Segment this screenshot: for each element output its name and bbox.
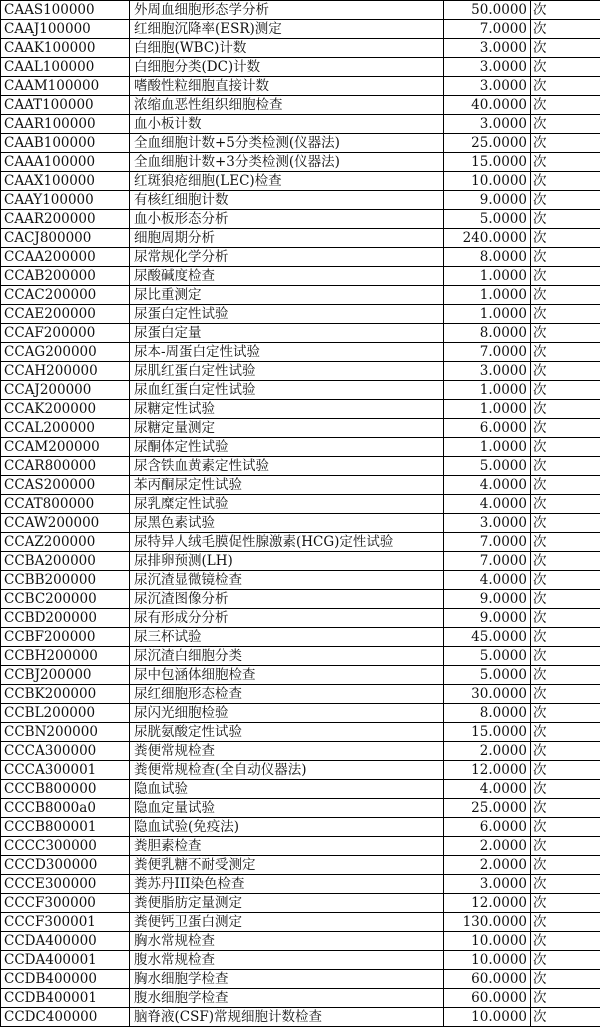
item-name-cell: 粪便乳糖不耐受测定 xyxy=(130,856,444,875)
item-unit-cell: 次 xyxy=(531,913,600,932)
item-unit-cell: 次 xyxy=(531,96,600,115)
item-code-cell: CCBB200000 xyxy=(1,571,130,590)
item-unit-cell: 次 xyxy=(531,286,600,305)
item-name-cell: 细胞周期分析 xyxy=(130,229,444,248)
item-unit-cell: 次 xyxy=(531,628,600,647)
item-unit-cell: 次 xyxy=(531,248,600,267)
item-unit-cell: 次 xyxy=(531,400,600,419)
table-row xyxy=(1,951,600,970)
table-row xyxy=(1,742,600,761)
item-code-cell: CCAE200000 xyxy=(1,305,130,324)
item-code-cell: CCBL200000 xyxy=(1,704,130,723)
item-price-cell: 4.0000 xyxy=(444,780,531,799)
item-code-cell: CCBJ200000 xyxy=(1,666,130,685)
item-name-cell: 粪便脂肪定量测定 xyxy=(130,894,444,913)
item-code-cell: CACJ800000 xyxy=(1,229,130,248)
item-price-cell: 130.0000 xyxy=(444,913,531,932)
item-code-cell: CCBA200000 xyxy=(1,552,130,571)
item-name-cell: 粪便钙卫蛋白测定 xyxy=(130,913,444,932)
table-row xyxy=(1,172,600,191)
item-unit-cell: 次 xyxy=(531,305,600,324)
item-price-cell: 10.0000 xyxy=(444,951,531,970)
item-price-cell: 2.0000 xyxy=(444,742,531,761)
item-price-cell: 60.0000 xyxy=(444,989,531,1008)
item-price-cell: 8.0000 xyxy=(444,704,531,723)
item-code-cell: CCAA200000 xyxy=(1,248,130,267)
item-name-cell: 尿酮体定性试验 xyxy=(130,438,444,457)
item-unit-cell: 次 xyxy=(531,647,600,666)
item-name-cell: 尿排卵预测(LH) xyxy=(130,552,444,571)
item-code-cell: CCAG200000 xyxy=(1,343,130,362)
item-name-cell: 腹水细胞学检查 xyxy=(130,989,444,1008)
item-code-cell: CCCB800000 xyxy=(1,780,130,799)
item-price-cell: 3.0000 xyxy=(444,875,531,894)
item-unit-cell: 次 xyxy=(531,1,600,20)
item-name-cell: 脑脊液(CSF)常规细胞计数检查 xyxy=(130,1008,444,1027)
item-name-cell: 粪便常规检查(全自动仪器法) xyxy=(130,761,444,780)
item-code-cell: CCCA300001 xyxy=(1,761,130,780)
item-name-cell: 尿蛋白定性试验 xyxy=(130,305,444,324)
item-code-cell: CCBH200000 xyxy=(1,647,130,666)
item-code-cell: CCCD300000 xyxy=(1,856,130,875)
item-name-cell: 全血细胞计数+5分类检测(仪器法) xyxy=(130,134,444,153)
table-row xyxy=(1,685,600,704)
table-row xyxy=(1,970,600,989)
item-price-cell: 10.0000 xyxy=(444,172,531,191)
table-row xyxy=(1,495,600,514)
item-unit-cell: 次 xyxy=(531,39,600,58)
item-unit-cell: 次 xyxy=(531,362,600,381)
table-row xyxy=(1,381,600,400)
item-name-cell: 白细胞分类(DC)计数 xyxy=(130,58,444,77)
item-code-cell: CCDC400000 xyxy=(1,1008,130,1027)
item-price-cell: 1.0000 xyxy=(444,381,531,400)
table-row xyxy=(1,856,600,875)
item-price-cell: 240.0000 xyxy=(444,229,531,248)
item-code-cell: CCAF200000 xyxy=(1,324,130,343)
table-row xyxy=(1,248,600,267)
item-code-cell: CCDA400001 xyxy=(1,951,130,970)
item-code-cell: CAAJ100000 xyxy=(1,20,130,39)
item-unit-cell: 次 xyxy=(531,780,600,799)
table-row xyxy=(1,286,600,305)
item-price-cell: 10.0000 xyxy=(444,1008,531,1027)
item-name-cell: 全血细胞计数+3分类检测(仪器法) xyxy=(130,153,444,172)
item-price-cell: 25.0000 xyxy=(444,134,531,153)
item-name-cell: 尿比重测定 xyxy=(130,286,444,305)
item-unit-cell: 次 xyxy=(531,761,600,780)
item-name-cell: 尿胱氨酸定性试验 xyxy=(130,723,444,742)
item-price-cell: 3.0000 xyxy=(444,115,531,134)
table-row xyxy=(1,400,600,419)
item-code-cell: CCBC200000 xyxy=(1,590,130,609)
item-code-cell: CCCB8000a0 xyxy=(1,799,130,818)
table-row xyxy=(1,210,600,229)
item-code-cell: CCDA400000 xyxy=(1,932,130,951)
item-price-cell: 9.0000 xyxy=(444,191,531,210)
table-row xyxy=(1,77,600,96)
item-price-cell: 1.0000 xyxy=(444,305,531,324)
item-unit-cell: 次 xyxy=(531,837,600,856)
item-code-cell: CCBF200000 xyxy=(1,628,130,647)
item-name-cell: 尿有形成分分析 xyxy=(130,609,444,628)
item-price-cell: 12.0000 xyxy=(444,894,531,913)
item-code-cell: CCBK200000 xyxy=(1,685,130,704)
item-unit-cell: 次 xyxy=(531,704,600,723)
table-row xyxy=(1,191,600,210)
item-unit-cell: 次 xyxy=(531,77,600,96)
item-price-cell: 9.0000 xyxy=(444,590,531,609)
item-code-cell: CCCF300000 xyxy=(1,894,130,913)
item-name-cell: 粪苏丹III染色检查 xyxy=(130,875,444,894)
item-name-cell: 尿红细胞形态检查 xyxy=(130,685,444,704)
item-unit-cell: 次 xyxy=(531,951,600,970)
item-unit-cell: 次 xyxy=(531,970,600,989)
item-unit-cell: 次 xyxy=(531,799,600,818)
item-unit-cell: 次 xyxy=(531,989,600,1008)
item-code-cell: CCAL200000 xyxy=(1,419,130,438)
item-price-cell: 9.0000 xyxy=(444,609,531,628)
item-price-cell: 4.0000 xyxy=(444,495,531,514)
item-code-cell: CCCA300000 xyxy=(1,742,130,761)
item-price-cell: 7.0000 xyxy=(444,552,531,571)
item-price-cell: 5.0000 xyxy=(444,457,531,476)
item-name-cell: 尿沉渣显微镜检查 xyxy=(130,571,444,590)
item-code-cell: CCDB400000 xyxy=(1,970,130,989)
item-unit-cell: 次 xyxy=(531,723,600,742)
item-code-cell: CCAZ200000 xyxy=(1,533,130,552)
item-price-cell: 5.0000 xyxy=(444,647,531,666)
item-name-cell: 尿中包涵体细胞检查 xyxy=(130,666,444,685)
item-code-cell: CCAW200000 xyxy=(1,514,130,533)
item-code-cell: CCBN200000 xyxy=(1,723,130,742)
table-row xyxy=(1,571,600,590)
item-code-cell: CAAS100000 xyxy=(1,1,130,20)
item-unit-cell: 次 xyxy=(531,381,600,400)
item-code-cell: CCAM200000 xyxy=(1,438,130,457)
item-unit-cell: 次 xyxy=(531,533,600,552)
item-code-cell: CAAX100000 xyxy=(1,172,130,191)
item-code-cell: CCCF300001 xyxy=(1,913,130,932)
item-price-cell: 2.0000 xyxy=(444,837,531,856)
item-price-cell: 50.0000 xyxy=(444,1,531,20)
table-row xyxy=(1,799,600,818)
table-row xyxy=(1,989,600,1008)
table-row xyxy=(1,1008,600,1027)
item-unit-cell: 次 xyxy=(531,58,600,77)
item-name-cell: 尿肌红蛋白定性试验 xyxy=(130,362,444,381)
item-unit-cell: 次 xyxy=(531,438,600,457)
item-unit-cell: 次 xyxy=(531,419,600,438)
item-price-cell: 3.0000 xyxy=(444,77,531,96)
item-name-cell: 隐血试验(免疫法) xyxy=(130,818,444,837)
item-name-cell: 尿沉渣图像分析 xyxy=(130,590,444,609)
item-price-cell: 6.0000 xyxy=(444,818,531,837)
item-code-cell: CCCC300000 xyxy=(1,837,130,856)
item-code-cell: CCAJ200000 xyxy=(1,381,130,400)
item-unit-cell: 次 xyxy=(531,324,600,343)
item-unit-cell: 次 xyxy=(531,115,600,134)
table-row xyxy=(1,818,600,837)
item-unit-cell: 次 xyxy=(531,20,600,39)
item-price-cell: 8.0000 xyxy=(444,324,531,343)
item-price-cell: 60.0000 xyxy=(444,970,531,989)
item-unit-cell: 次 xyxy=(531,552,600,571)
item-unit-cell: 次 xyxy=(531,343,600,362)
table-row xyxy=(1,609,600,628)
item-unit-cell: 次 xyxy=(531,666,600,685)
item-name-cell: 红斑狼疮细胞(LEC)检查 xyxy=(130,172,444,191)
item-name-cell: 胸水常规检查 xyxy=(130,932,444,951)
item-price-cell: 7.0000 xyxy=(444,343,531,362)
table-row xyxy=(1,723,600,742)
item-code-cell: CAAA100000 xyxy=(1,153,130,172)
item-code-cell: CCCE300000 xyxy=(1,875,130,894)
item-price-cell: 12.0000 xyxy=(444,761,531,780)
item-code-cell: CAAT100000 xyxy=(1,96,130,115)
item-price-cell: 5.0000 xyxy=(444,210,531,229)
item-unit-cell: 次 xyxy=(531,172,600,191)
item-name-cell: 嗜酸性粒细胞直接计数 xyxy=(130,77,444,96)
item-code-cell: CCAB200000 xyxy=(1,267,130,286)
item-price-cell: 30.0000 xyxy=(444,685,531,704)
table-row xyxy=(1,305,600,324)
item-name-cell: 血小板计数 xyxy=(130,115,444,134)
item-name-cell: 尿蛋白定量 xyxy=(130,324,444,343)
item-code-cell: CAAY100000 xyxy=(1,191,130,210)
item-code-cell: CCAS200000 xyxy=(1,476,130,495)
item-code-cell: CCAK200000 xyxy=(1,400,130,419)
item-price-cell: 1.0000 xyxy=(444,400,531,419)
item-unit-cell: 次 xyxy=(531,818,600,837)
item-code-cell: CAAL100000 xyxy=(1,58,130,77)
item-name-cell: 腹水常规检查 xyxy=(130,951,444,970)
table-row xyxy=(1,875,600,894)
item-name-cell: 尿酸碱度检查 xyxy=(130,267,444,286)
item-price-cell: 7.0000 xyxy=(444,20,531,39)
item-name-cell: 尿常规化学分析 xyxy=(130,248,444,267)
table-row xyxy=(1,552,600,571)
item-unit-cell: 次 xyxy=(531,153,600,172)
item-unit-cell: 次 xyxy=(531,932,600,951)
table-row xyxy=(1,457,600,476)
item-unit-cell: 次 xyxy=(531,609,600,628)
item-unit-cell: 次 xyxy=(531,856,600,875)
item-name-cell: 尿三杯试验 xyxy=(130,628,444,647)
item-unit-cell: 次 xyxy=(531,134,600,153)
item-unit-cell: 次 xyxy=(531,476,600,495)
item-unit-cell: 次 xyxy=(531,495,600,514)
item-unit-cell: 次 xyxy=(531,875,600,894)
item-name-cell: 隐血试验 xyxy=(130,780,444,799)
item-unit-cell: 次 xyxy=(531,894,600,913)
item-unit-cell: 次 xyxy=(531,457,600,476)
item-price-cell: 1.0000 xyxy=(444,438,531,457)
item-code-cell: CCAT800000 xyxy=(1,495,130,514)
item-unit-cell: 次 xyxy=(531,210,600,229)
table-row xyxy=(1,343,600,362)
item-name-cell: 隐血定量试验 xyxy=(130,799,444,818)
table-row xyxy=(1,324,600,343)
item-price-cell: 3.0000 xyxy=(444,514,531,533)
item-code-cell: CCCB800001 xyxy=(1,818,130,837)
item-price-cell: 3.0000 xyxy=(444,58,531,77)
item-name-cell: 尿特异人绒毛膜促性腺激素(HCG)定性试验 xyxy=(130,533,444,552)
item-name-cell: 尿糖定量测定 xyxy=(130,419,444,438)
item-name-cell: 血小板形态分析 xyxy=(130,210,444,229)
item-price-cell: 2.0000 xyxy=(444,856,531,875)
item-name-cell: 胸水细胞学检查 xyxy=(130,970,444,989)
item-price-cell: 1.0000 xyxy=(444,267,531,286)
item-code-cell: CAAR200000 xyxy=(1,210,130,229)
item-price-cell: 10.0000 xyxy=(444,932,531,951)
item-code-cell: CCBD200000 xyxy=(1,609,130,628)
item-name-cell: 有核红细胞计数 xyxy=(130,191,444,210)
item-code-cell: CCAR800000 xyxy=(1,457,130,476)
item-price-cell: 45.0000 xyxy=(444,628,531,647)
table-row xyxy=(1,837,600,856)
table-row xyxy=(1,704,600,723)
item-unit-cell: 次 xyxy=(531,1008,600,1027)
item-price-cell: 3.0000 xyxy=(444,362,531,381)
item-price-cell: 1.0000 xyxy=(444,286,531,305)
table-row xyxy=(1,153,600,172)
item-unit-cell: 次 xyxy=(531,590,600,609)
item-name-cell: 尿血红蛋白定性试验 xyxy=(130,381,444,400)
table-row xyxy=(1,647,600,666)
table-row xyxy=(1,20,600,39)
table-row xyxy=(1,666,600,685)
item-price-cell: 15.0000 xyxy=(444,153,531,172)
item-price-cell: 3.0000 xyxy=(444,39,531,58)
item-price-cell: 4.0000 xyxy=(444,476,531,495)
item-unit-cell: 次 xyxy=(531,685,600,704)
table-row xyxy=(1,476,600,495)
item-name-cell: 尿含铁血黄素定性试验 xyxy=(130,457,444,476)
item-code-cell: CAAM100000 xyxy=(1,77,130,96)
item-unit-cell: 次 xyxy=(531,229,600,248)
table-row xyxy=(1,134,600,153)
table-row xyxy=(1,780,600,799)
table-row xyxy=(1,96,600,115)
item-price-cell: 15.0000 xyxy=(444,723,531,742)
item-code-cell: CCDB400001 xyxy=(1,989,130,1008)
item-price-cell: 5.0000 xyxy=(444,666,531,685)
item-code-cell: CAAK100000 xyxy=(1,39,130,58)
item-price-cell: 25.0000 xyxy=(444,799,531,818)
table-row xyxy=(1,533,600,552)
item-unit-cell: 次 xyxy=(531,267,600,286)
item-name-cell: 尿本-周蛋白定性试验 xyxy=(130,343,444,362)
table-row xyxy=(1,115,600,134)
item-name-cell: 尿糖定性试验 xyxy=(130,400,444,419)
item-code-cell: CAAB100000 xyxy=(1,134,130,153)
table-row xyxy=(1,229,600,248)
table-row xyxy=(1,932,600,951)
table-row xyxy=(1,1,600,20)
item-price-cell: 6.0000 xyxy=(444,419,531,438)
item-price-cell: 8.0000 xyxy=(444,248,531,267)
item-name-cell: 苯丙酮尿定性试验 xyxy=(130,476,444,495)
table-row xyxy=(1,58,600,77)
item-unit-cell: 次 xyxy=(531,571,600,590)
table-row xyxy=(1,39,600,58)
item-unit-cell: 次 xyxy=(531,514,600,533)
item-name-cell: 浓缩血恶性组织细胞检查 xyxy=(130,96,444,115)
item-price-cell: 4.0000 xyxy=(444,571,531,590)
item-name-cell: 白细胞(WBC)计数 xyxy=(130,39,444,58)
item-name-cell: 粪胆素检查 xyxy=(130,837,444,856)
item-name-cell: 尿黑色素试验 xyxy=(130,514,444,533)
item-code-cell: CCAC200000 xyxy=(1,286,130,305)
table-row xyxy=(1,913,600,932)
item-name-cell: 外周血细胞形态学分析 xyxy=(130,1,444,20)
item-name-cell: 尿乳糜定性试验 xyxy=(130,495,444,514)
table-row xyxy=(1,590,600,609)
table-row xyxy=(1,362,600,381)
item-name-cell: 尿沉渣白细胞分类 xyxy=(130,647,444,666)
table-row xyxy=(1,514,600,533)
table-row xyxy=(1,267,600,286)
table-row xyxy=(1,438,600,457)
item-name-cell: 红细胞沉降率(ESR)测定 xyxy=(130,20,444,39)
item-code-cell: CCAH200000 xyxy=(1,362,130,381)
item-price-cell: 7.0000 xyxy=(444,533,531,552)
table-row xyxy=(1,761,600,780)
item-code-cell: CAAR100000 xyxy=(1,115,130,134)
item-unit-cell: 次 xyxy=(531,191,600,210)
item-name-cell: 尿闪光细胞检验 xyxy=(130,704,444,723)
table-row xyxy=(1,419,600,438)
item-name-cell: 粪便常规检查 xyxy=(130,742,444,761)
table-row xyxy=(1,628,600,647)
table-body xyxy=(1,1,600,1027)
item-price-cell: 40.0000 xyxy=(444,96,531,115)
table-row xyxy=(1,894,600,913)
item-unit-cell: 次 xyxy=(531,742,600,761)
